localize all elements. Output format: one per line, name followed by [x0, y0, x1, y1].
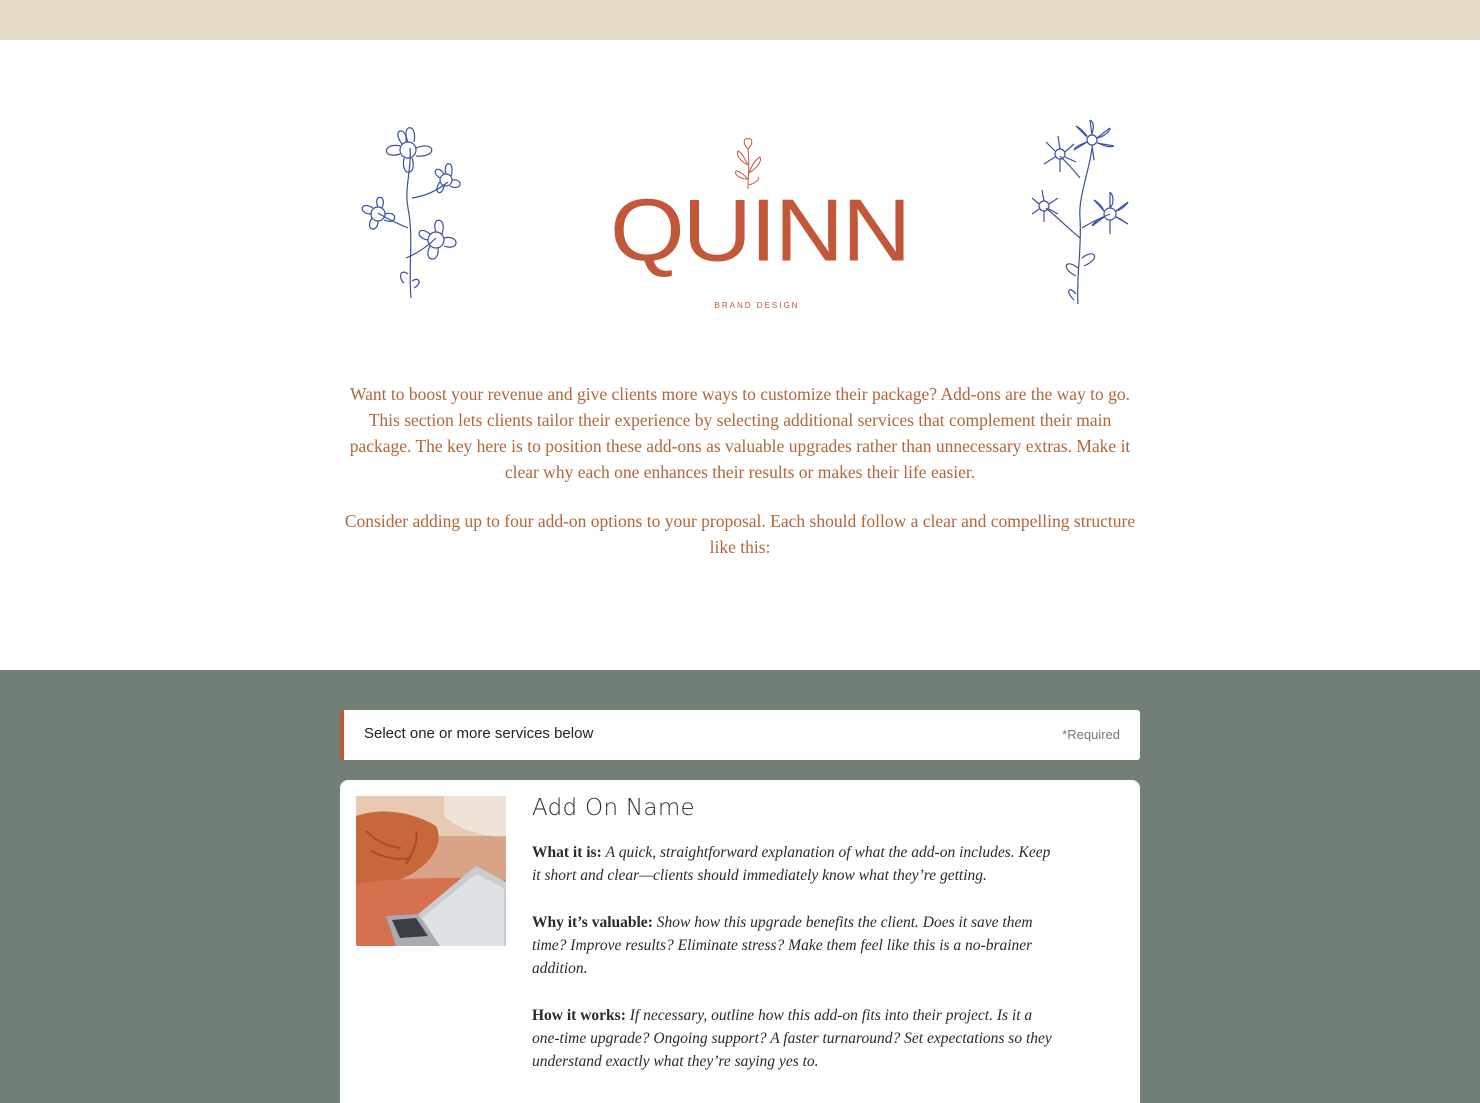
addon-how-text: If necessary, outline how this add-on fits into their project. Is it a one-time upgrade? Ongoing support? A faster turnaround? Set expectations so they understand exactly what they’re saying yes to.	[532, 1007, 1052, 1070]
addon-why-text: Show how this upgrade benefits the client. Does it save them time? Improve results? Eliminate stress? Make them feel like this is a no-brainer addition.	[532, 914, 1033, 977]
flower-illustration-right-icon	[1030, 118, 1130, 306]
required-indicator: *Required	[1062, 727, 1120, 742]
addon-card[interactable]	[340, 780, 1140, 1103]
addon-thumbnail	[356, 796, 506, 946]
addon-what-paragraph	[532, 841, 1060, 887]
addon-how-paragraph	[532, 1004, 1060, 1073]
brand-tagline: BRAND DESIGN	[714, 301, 800, 310]
addon-why-label: Why it’s valuable:	[532, 914, 653, 931]
addon-how-label: How it works:	[532, 1007, 626, 1024]
intro-paragraph-2: This section lets clients tailor their experience by selecting additional services that complement their main package. The key here is to position these add-ons as valuable upgrades rather than unnecessary extras. Make it clear why each one enhances their results or makes their life easier.	[349, 410, 1131, 482]
intro-text	[340, 381, 1140, 560]
addon-what-label: What it is:	[532, 844, 602, 861]
brand-logo	[610, 135, 910, 320]
addon-why-paragraph	[532, 911, 1060, 980]
top-band	[0, 0, 1480, 40]
flower-illustration-left-icon	[356, 118, 466, 302]
intro-paragraph-1: Want to boost your revenue and give clients more ways to customize their package? Add-ons are the way to go.	[349, 384, 1131, 404]
addon-name: Add On Name	[532, 795, 695, 821]
addon-description	[532, 841, 1060, 1097]
intro-paragraph-3: Consider adding up to four add-on options to your proposal. Each should follow a clear and compelling structure like this:	[344, 511, 1136, 557]
laptop-photo-icon	[356, 796, 506, 946]
addon-what-text: A quick, straightforward explanation of what the add-on includes. Keep it short and clear—clients should immediately know what they’re getting.	[532, 844, 1051, 884]
service-selection-header	[340, 710, 1140, 760]
brand-wordmark: QUINN	[610, 181, 910, 280]
selection-label: Select one or more services below	[364, 725, 594, 742]
